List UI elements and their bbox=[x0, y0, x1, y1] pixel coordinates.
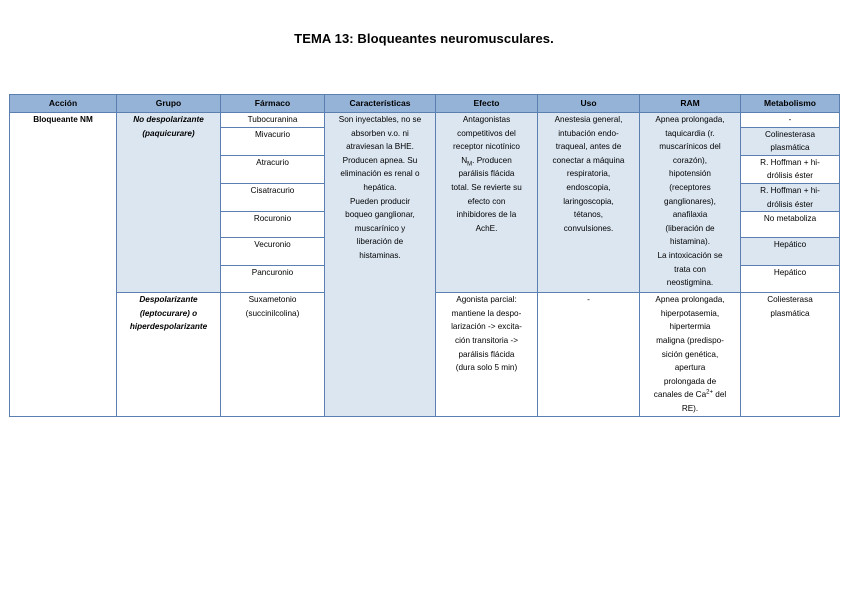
text-line: plasmática bbox=[770, 143, 810, 153]
group-label: Despolarizante bbox=[139, 295, 198, 305]
text-line: absorben v.o. ni bbox=[351, 128, 409, 138]
farmaco-atracurio: Atracurio bbox=[221, 155, 325, 183]
farmaco-tubocuranina: Tubocuranina bbox=[221, 113, 325, 128]
header-metabolismo: Metabolismo bbox=[741, 95, 840, 113]
text-line: corazón), bbox=[672, 155, 708, 165]
text-line: mantiene la despo- bbox=[451, 308, 522, 318]
text-line: Coliesterasa bbox=[767, 295, 813, 305]
text-line: Antagonistas bbox=[462, 115, 511, 124]
metabolismo-tubocuranina: - bbox=[741, 113, 840, 128]
text-fragment: canales de Ca bbox=[653, 390, 707, 400]
text-line: parálisis flácida bbox=[458, 169, 515, 179]
text-line: (dura solo 5 min) bbox=[455, 363, 518, 373]
header-caracteristicas: Características bbox=[325, 95, 436, 113]
text-line: parálisis flácida bbox=[458, 349, 515, 359]
text-line: Colinesterasa bbox=[764, 129, 816, 139]
text-line: eliminación es renal o bbox=[340, 169, 420, 179]
metabolismo-suxametonio bbox=[741, 293, 840, 416]
text-line: laringoscopia, bbox=[563, 196, 614, 206]
text-line: ganglionares), bbox=[664, 196, 716, 206]
metabolismo-rocuronio: No metaboliza bbox=[741, 212, 840, 238]
text-line: Pueden producir bbox=[349, 196, 411, 206]
text-line: tétanos, bbox=[573, 210, 604, 220]
text-line bbox=[439, 154, 534, 168]
metabolismo-cisatracurio bbox=[741, 183, 840, 211]
group-no-despolarizante bbox=[117, 113, 221, 293]
accion-label: Bloqueante NM bbox=[33, 115, 93, 124]
text-line: R. Hoffman + hi- bbox=[760, 157, 820, 167]
text-line: sición genética, bbox=[661, 349, 719, 359]
text-line: hipotensión bbox=[669, 169, 711, 179]
text-line: respiratoria, bbox=[566, 169, 611, 179]
text-line: Apnea prolongada, bbox=[655, 295, 725, 305]
text-line: taquicardia (r. bbox=[665, 128, 715, 138]
farmaco-suxametonio bbox=[221, 293, 325, 416]
text-fragment: . Producen bbox=[472, 155, 512, 165]
efecto-despolarizante bbox=[436, 293, 538, 416]
text-line: hepática. bbox=[363, 182, 397, 192]
farmaco-rocuronio: Rocuronio bbox=[221, 212, 325, 238]
text-line: Producen apnea. Su bbox=[342, 155, 418, 165]
text-line: Anestesia general, bbox=[554, 115, 623, 124]
farmaco-mivacurio: Mivacurio bbox=[221, 127, 325, 155]
header-accion: Acción bbox=[10, 95, 117, 113]
drug-table bbox=[9, 94, 840, 417]
text-line: liberación de bbox=[356, 237, 404, 247]
text-line: (liberación de bbox=[665, 223, 715, 233]
header-row bbox=[10, 95, 840, 113]
text-line: AchE. bbox=[475, 223, 498, 233]
header-uso: Uso bbox=[538, 95, 640, 113]
metabolismo-vecuronio: Hepático bbox=[741, 238, 840, 266]
text-line: muscarínicos del bbox=[659, 142, 721, 152]
text-line: Son inyectables, no se bbox=[338, 115, 422, 124]
text-line: atraviesan la BHE. bbox=[346, 142, 414, 152]
text-line: prolongada de bbox=[663, 376, 717, 386]
uso-no-despolarizante bbox=[538, 113, 640, 293]
farmaco-cisatracurio: Cisatracurio bbox=[221, 183, 325, 211]
ram-no-despolarizante bbox=[640, 113, 741, 293]
text-line: traqueal, antes de bbox=[555, 142, 622, 152]
group-sublabel: (leptocurare) o bbox=[139, 308, 198, 318]
text-line: Agonista parcial: bbox=[456, 295, 517, 305]
text-line: drólisis éster bbox=[767, 171, 813, 181]
table-row bbox=[10, 113, 840, 128]
text-line: muscarínico y bbox=[354, 223, 406, 233]
header-efecto: Efecto bbox=[436, 95, 538, 113]
text-line: receptor nicotínico bbox=[453, 142, 520, 152]
text-line: larización -> excita- bbox=[451, 322, 522, 332]
text-line: RE). bbox=[681, 403, 699, 413]
text-line: Suxametonio bbox=[248, 295, 297, 305]
text-line: R. Hoffman + hi- bbox=[760, 185, 820, 195]
accion-cell bbox=[10, 113, 117, 417]
text-line: convulsiones. bbox=[563, 223, 614, 233]
metabolismo-mivacurio bbox=[741, 127, 840, 155]
page-title: TEMA 13: Bloqueantes neuromusculares. bbox=[294, 31, 554, 46]
text-fragment: del bbox=[712, 390, 727, 400]
header-grupo: Grupo bbox=[117, 95, 221, 113]
text-line: Apnea prolongada, bbox=[655, 115, 725, 124]
text-line: hipertermia bbox=[669, 322, 711, 332]
text-line: neostigmina. bbox=[666, 278, 714, 288]
farmaco-pancuronio: Pancuronio bbox=[221, 266, 325, 293]
text-line: anafilaxia bbox=[672, 210, 708, 220]
header-ram: RAM bbox=[640, 95, 741, 113]
ram-despolarizante bbox=[640, 293, 741, 416]
text-line: competitivos del bbox=[457, 128, 516, 138]
text-line: histamina). bbox=[669, 237, 711, 247]
text-line: apertura bbox=[674, 363, 706, 373]
efecto-no-despolarizante bbox=[436, 113, 538, 293]
group-sublabel: (paquicurare) bbox=[142, 128, 195, 138]
text-line: trata con bbox=[674, 264, 706, 274]
text-line: total. Se revierte su bbox=[451, 182, 522, 192]
text-line: conectar a máquina bbox=[552, 155, 625, 165]
text-line: efecto con bbox=[467, 196, 506, 206]
caracteristicas-cell bbox=[325, 113, 436, 417]
text-line: maligna (predispo- bbox=[656, 335, 724, 345]
text-line bbox=[643, 388, 737, 402]
text-line: (receptores bbox=[669, 182, 711, 192]
text-line: (succinilcolina) bbox=[245, 308, 300, 318]
text-line: boqueo ganglionar, bbox=[345, 210, 415, 220]
text-line: La intoxicación se bbox=[657, 250, 723, 260]
text-line: drólisis éster bbox=[767, 199, 813, 209]
metabolismo-atracurio bbox=[741, 155, 840, 183]
text-line: inhibidores de la bbox=[456, 210, 517, 220]
header-farmaco: Fármaco bbox=[221, 95, 325, 113]
text-line: endoscopia, bbox=[566, 182, 611, 192]
text-fragment: N bbox=[461, 155, 468, 165]
superscript: 2+ bbox=[706, 389, 713, 396]
group-label: No despolarizante bbox=[133, 115, 204, 124]
group-despolarizante bbox=[117, 293, 221, 416]
text-line: intubación endo- bbox=[558, 128, 619, 138]
metabolismo-pancuronio: Hepático bbox=[741, 266, 840, 293]
text-line: hiperpotasemia, bbox=[660, 308, 720, 318]
farmaco-vecuronio: Vecuronio bbox=[221, 238, 325, 266]
subscript: M bbox=[467, 161, 473, 168]
group-sublabel: hiperdespolarizante bbox=[129, 322, 208, 332]
text-line: ción transitoria -> bbox=[454, 335, 519, 345]
text-line: histaminas. bbox=[359, 250, 401, 260]
text-line: plasmática bbox=[770, 308, 810, 318]
uso-despolarizante: - bbox=[538, 293, 640, 416]
